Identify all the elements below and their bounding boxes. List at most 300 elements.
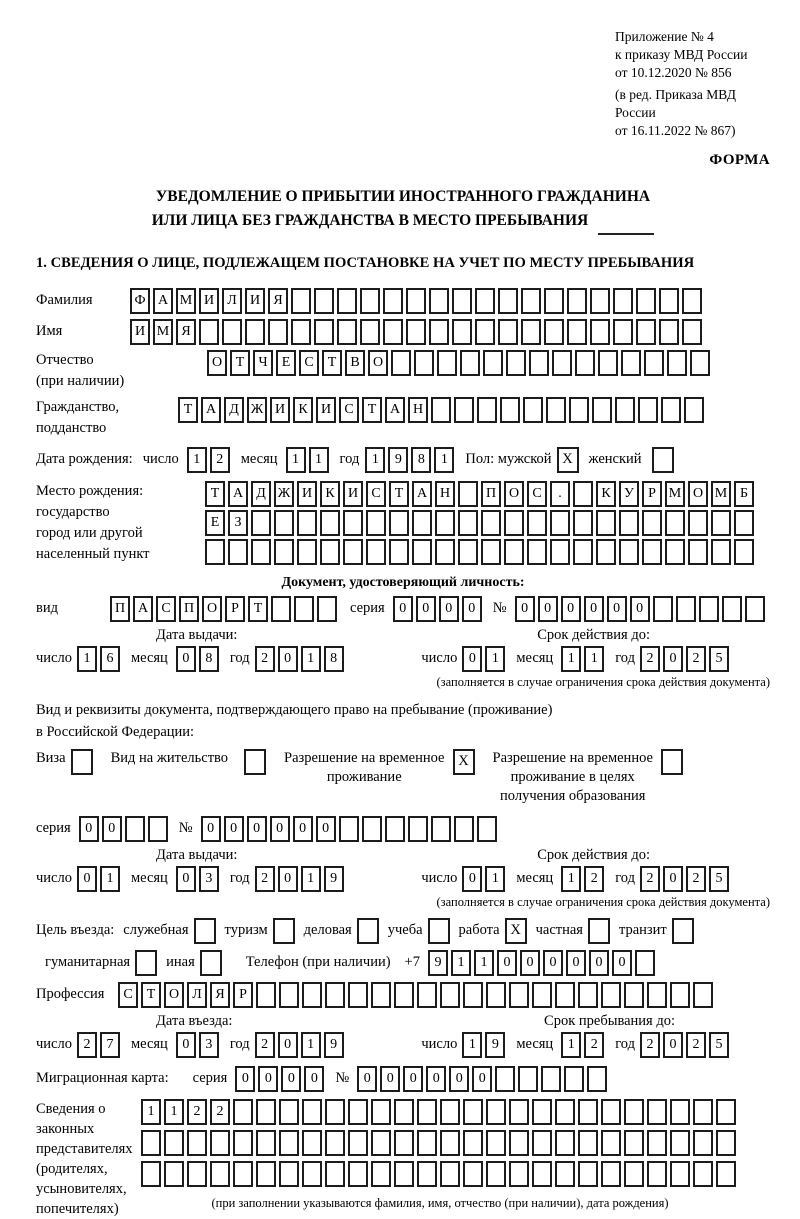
char-cell[interactable] [624, 982, 644, 1008]
char-cell[interactable]: 0 [497, 950, 517, 976]
char-cell[interactable] [320, 539, 340, 565]
char-cell[interactable]: О [164, 982, 184, 1008]
char-cell[interactable] [601, 982, 621, 1008]
char-cell[interactable] [573, 510, 593, 536]
humanitarian-checkbox[interactable] [135, 950, 157, 976]
char-cell[interactable]: 1 [561, 866, 581, 892]
char-cell[interactable]: 5 [709, 1032, 729, 1058]
char-cell[interactable] [274, 510, 294, 536]
char-cell[interactable]: 1 [474, 950, 494, 976]
char-cell[interactable] [414, 350, 434, 376]
char-cell[interactable] [460, 350, 480, 376]
char-cell[interactable] [596, 510, 616, 536]
char-cell[interactable] [527, 539, 547, 565]
char-cell[interactable]: 0 [176, 646, 196, 672]
char-cell[interactable]: Р [642, 481, 662, 507]
char-cell[interactable] [601, 1161, 621, 1187]
char-cell[interactable] [541, 1066, 561, 1092]
char-cell[interactable] [504, 510, 524, 536]
char-cell[interactable] [452, 319, 472, 345]
char-cell[interactable]: 2 [686, 866, 706, 892]
char-cell[interactable] [587, 1066, 607, 1092]
char-cell[interactable]: 2 [77, 1032, 97, 1058]
char-cell[interactable]: А [228, 481, 248, 507]
char-cell[interactable] [210, 1130, 230, 1156]
char-cell[interactable] [302, 1161, 322, 1187]
char-cell[interactable] [481, 539, 501, 565]
char-cell[interactable] [435, 539, 455, 565]
char-cell[interactable] [598, 350, 618, 376]
sex-female-checkbox[interactable] [652, 447, 674, 473]
char-cell[interactable] [498, 288, 518, 314]
char-cell[interactable] [408, 816, 428, 842]
business-checkbox[interactable] [357, 918, 379, 944]
char-cell[interactable]: А [201, 397, 221, 423]
char-cell[interactable]: И [343, 481, 363, 507]
temp-residence-checkbox[interactable]: X [453, 749, 475, 775]
char-cell[interactable] [486, 1130, 506, 1156]
char-cell[interactable] [682, 288, 702, 314]
char-cell[interactable] [509, 1099, 529, 1125]
char-cell[interactable]: 1 [584, 646, 604, 672]
char-cell[interactable] [667, 350, 687, 376]
char-cell[interactable]: 1 [485, 866, 505, 892]
char-cell[interactable]: И [199, 288, 219, 314]
char-cell[interactable]: О [688, 481, 708, 507]
char-cell[interactable] [256, 1130, 276, 1156]
char-cell[interactable] [337, 319, 357, 345]
char-cell[interactable] [164, 1130, 184, 1156]
char-cell[interactable]: 0 [543, 950, 563, 976]
char-cell[interactable]: О [207, 350, 227, 376]
char-cell[interactable] [325, 1099, 345, 1125]
char-cell[interactable]: С [118, 982, 138, 1008]
char-cell[interactable] [481, 510, 501, 536]
char-cell[interactable] [661, 397, 681, 423]
char-cell[interactable] [682, 319, 702, 345]
char-cell[interactable]: Е [276, 350, 296, 376]
char-cell[interactable]: 0 [403, 1066, 423, 1092]
char-cell[interactable]: 1 [301, 646, 321, 672]
char-cell[interactable] [406, 288, 426, 314]
char-cell[interactable] [412, 510, 432, 536]
char-cell[interactable] [274, 539, 294, 565]
char-cell[interactable] [688, 539, 708, 565]
char-cell[interactable]: 2 [210, 447, 230, 473]
char-cell[interactable] [337, 288, 357, 314]
char-cell[interactable]: А [385, 397, 405, 423]
char-cell[interactable] [670, 1130, 690, 1156]
char-cell[interactable]: 0 [589, 950, 609, 976]
char-cell[interactable] [722, 596, 742, 622]
char-cell[interactable] [148, 816, 168, 842]
char-cell[interactable]: М [711, 481, 731, 507]
char-cell[interactable] [325, 982, 345, 1008]
char-cell[interactable] [486, 982, 506, 1008]
char-cell[interactable]: Н [408, 397, 428, 423]
char-cell[interactable] [693, 1130, 713, 1156]
char-cell[interactable]: 2 [686, 1032, 706, 1058]
char-cell[interactable]: М [665, 481, 685, 507]
private-checkbox[interactable] [588, 918, 610, 944]
char-cell[interactable]: 1 [561, 646, 581, 672]
char-cell[interactable]: 0 [566, 950, 586, 976]
char-cell[interactable]: 9 [324, 1032, 344, 1058]
char-cell[interactable] [348, 1130, 368, 1156]
char-cell[interactable]: 9 [324, 866, 344, 892]
char-cell[interactable]: 0 [304, 1066, 324, 1092]
char-cell[interactable]: Е [205, 510, 225, 536]
char-cell[interactable] [371, 1161, 391, 1187]
study-checkbox[interactable] [428, 918, 450, 944]
char-cell[interactable] [483, 350, 503, 376]
char-cell[interactable] [297, 510, 317, 536]
char-cell[interactable] [564, 1066, 584, 1092]
char-cell[interactable] [711, 539, 731, 565]
char-cell[interactable] [141, 1130, 161, 1156]
char-cell[interactable] [463, 1161, 483, 1187]
char-cell[interactable]: 0 [278, 646, 298, 672]
char-cell[interactable] [417, 1099, 437, 1125]
char-cell[interactable]: 0 [462, 646, 482, 672]
char-cell[interactable] [636, 288, 656, 314]
char-cell[interactable]: 0 [77, 866, 97, 892]
char-cell[interactable] [302, 1099, 322, 1125]
char-cell[interactable] [527, 510, 547, 536]
char-cell[interactable]: О [504, 481, 524, 507]
char-cell[interactable]: Д [251, 481, 271, 507]
char-cell[interactable]: 0 [281, 1066, 301, 1092]
char-cell[interactable] [500, 397, 520, 423]
char-cell[interactable] [199, 319, 219, 345]
char-cell[interactable] [573, 539, 593, 565]
char-cell[interactable] [670, 1099, 690, 1125]
char-cell[interactable] [550, 510, 570, 536]
char-cell[interactable] [596, 539, 616, 565]
char-cell[interactable] [205, 539, 225, 565]
char-cell[interactable]: 2 [210, 1099, 230, 1125]
char-cell[interactable]: У [619, 481, 639, 507]
char-cell[interactable]: 0 [224, 816, 244, 842]
char-cell[interactable] [435, 510, 455, 536]
char-cell[interactable] [294, 596, 314, 622]
char-cell[interactable]: Т [322, 350, 342, 376]
char-cell[interactable] [458, 539, 478, 565]
char-cell[interactable]: 0 [584, 596, 604, 622]
char-cell[interactable]: 0 [426, 1066, 446, 1092]
char-cell[interactable]: 0 [439, 596, 459, 622]
char-cell[interactable]: 1 [462, 1032, 482, 1058]
char-cell[interactable] [555, 1099, 575, 1125]
char-cell[interactable]: К [320, 481, 340, 507]
char-cell[interactable]: 0 [79, 816, 99, 842]
char-cell[interactable]: 0 [176, 866, 196, 892]
char-cell[interactable] [302, 1130, 322, 1156]
char-cell[interactable]: 9 [428, 950, 448, 976]
char-cell[interactable] [647, 982, 667, 1008]
char-cell[interactable]: 0 [663, 1032, 683, 1058]
char-cell[interactable]: К [596, 481, 616, 507]
char-cell[interactable]: 6 [100, 646, 120, 672]
char-cell[interactable] [676, 596, 696, 622]
char-cell[interactable] [389, 539, 409, 565]
char-cell[interactable] [532, 1099, 552, 1125]
char-cell[interactable] [417, 1130, 437, 1156]
char-cell[interactable] [251, 510, 271, 536]
char-cell[interactable]: И [270, 397, 290, 423]
char-cell[interactable] [615, 397, 635, 423]
work-checkbox[interactable]: X [505, 918, 527, 944]
char-cell[interactable] [544, 288, 564, 314]
char-cell[interactable] [394, 1161, 414, 1187]
char-cell[interactable]: 1 [309, 447, 329, 473]
char-cell[interactable] [440, 982, 460, 1008]
char-cell[interactable] [233, 1130, 253, 1156]
char-cell[interactable] [745, 596, 765, 622]
char-cell[interactable] [371, 1130, 391, 1156]
char-cell[interactable]: 1 [434, 447, 454, 473]
char-cell[interactable]: Я [268, 288, 288, 314]
char-cell[interactable] [642, 539, 662, 565]
char-cell[interactable]: Т [389, 481, 409, 507]
char-cell[interactable]: Т [248, 596, 268, 622]
char-cell[interactable]: 8 [199, 646, 219, 672]
char-cell[interactable]: 1 [164, 1099, 184, 1125]
char-cell[interactable]: 1 [77, 646, 97, 672]
char-cell[interactable] [291, 319, 311, 345]
char-cell[interactable] [642, 510, 662, 536]
char-cell[interactable] [279, 1099, 299, 1125]
char-cell[interactable] [394, 982, 414, 1008]
char-cell[interactable]: 1 [187, 447, 207, 473]
char-cell[interactable] [555, 982, 575, 1008]
char-cell[interactable]: 0 [630, 596, 650, 622]
char-cell[interactable]: С [366, 481, 386, 507]
tourism-checkbox[interactable] [273, 918, 295, 944]
char-cell[interactable]: 2 [255, 866, 275, 892]
char-cell[interactable] [314, 319, 334, 345]
char-cell[interactable] [325, 1130, 345, 1156]
char-cell[interactable] [463, 1130, 483, 1156]
char-cell[interactable] [440, 1130, 460, 1156]
char-cell[interactable] [670, 982, 690, 1008]
char-cell[interactable] [601, 1130, 621, 1156]
char-cell[interactable] [291, 288, 311, 314]
char-cell[interactable]: С [299, 350, 319, 376]
char-cell[interactable]: 1 [561, 1032, 581, 1058]
char-cell[interactable]: З [228, 510, 248, 536]
char-cell[interactable] [366, 539, 386, 565]
visa-checkbox[interactable] [71, 749, 93, 775]
char-cell[interactable]: Л [187, 982, 207, 1008]
char-cell[interactable]: 1 [100, 866, 120, 892]
char-cell[interactable] [638, 397, 658, 423]
char-cell[interactable] [544, 319, 564, 345]
char-cell[interactable]: П [110, 596, 130, 622]
char-cell[interactable] [371, 982, 391, 1008]
char-cell[interactable] [360, 288, 380, 314]
char-cell[interactable] [601, 1099, 621, 1125]
char-cell[interactable]: 8 [411, 447, 431, 473]
char-cell[interactable]: К [293, 397, 313, 423]
char-cell[interactable] [279, 1130, 299, 1156]
transit-checkbox[interactable] [672, 918, 694, 944]
char-cell[interactable] [665, 510, 685, 536]
char-cell[interactable]: 0 [270, 816, 290, 842]
char-cell[interactable] [578, 982, 598, 1008]
official-checkbox[interactable] [194, 918, 216, 944]
char-cell[interactable] [575, 350, 595, 376]
char-cell[interactable]: 0 [235, 1066, 255, 1092]
char-cell[interactable] [555, 1161, 575, 1187]
other-checkbox[interactable] [200, 950, 222, 976]
char-cell[interactable]: 0 [472, 1066, 492, 1092]
char-cell[interactable] [590, 319, 610, 345]
char-cell[interactable] [555, 1130, 575, 1156]
char-cell[interactable] [532, 1161, 552, 1187]
char-cell[interactable] [394, 1099, 414, 1125]
char-cell[interactable] [619, 510, 639, 536]
char-cell[interactable] [613, 288, 633, 314]
char-cell[interactable]: 7 [100, 1032, 120, 1058]
char-cell[interactable]: 0 [538, 596, 558, 622]
char-cell[interactable] [509, 1130, 529, 1156]
char-cell[interactable] [348, 1161, 368, 1187]
char-cell[interactable]: 1 [485, 646, 505, 672]
char-cell[interactable] [348, 982, 368, 1008]
char-cell[interactable]: 1 [141, 1099, 161, 1125]
char-cell[interactable] [716, 1130, 736, 1156]
char-cell[interactable]: Р [233, 982, 253, 1008]
char-cell[interactable] [578, 1130, 598, 1156]
char-cell[interactable] [624, 1099, 644, 1125]
char-cell[interactable] [429, 288, 449, 314]
char-cell[interactable] [486, 1099, 506, 1125]
char-cell[interactable]: 2 [640, 1032, 660, 1058]
char-cell[interactable] [644, 350, 664, 376]
char-cell[interactable]: А [133, 596, 153, 622]
char-cell[interactable] [187, 1161, 207, 1187]
char-cell[interactable] [279, 1161, 299, 1187]
char-cell[interactable]: 1 [365, 447, 385, 473]
char-cell[interactable] [624, 1161, 644, 1187]
char-cell[interactable] [621, 350, 641, 376]
char-cell[interactable] [693, 1099, 713, 1125]
char-cell[interactable] [463, 982, 483, 1008]
char-cell[interactable]: Н [435, 481, 455, 507]
char-cell[interactable]: Т [362, 397, 382, 423]
char-cell[interactable]: 1 [286, 447, 306, 473]
char-cell[interactable] [504, 539, 524, 565]
char-cell[interactable] [693, 982, 713, 1008]
char-cell[interactable] [624, 1130, 644, 1156]
char-cell[interactable] [532, 982, 552, 1008]
char-cell[interactable]: 3 [199, 1032, 219, 1058]
char-cell[interactable] [271, 596, 291, 622]
char-cell[interactable]: И [297, 481, 317, 507]
char-cell[interactable]: 0 [357, 1066, 377, 1092]
char-cell[interactable] [245, 319, 265, 345]
char-cell[interactable] [431, 816, 451, 842]
char-cell[interactable] [412, 539, 432, 565]
char-cell[interactable] [268, 319, 288, 345]
char-cell[interactable] [498, 319, 518, 345]
char-cell[interactable]: И [316, 397, 336, 423]
char-cell[interactable] [325, 1161, 345, 1187]
char-cell[interactable] [670, 1161, 690, 1187]
char-cell[interactable]: Т [141, 982, 161, 1008]
char-cell[interactable] [302, 982, 322, 1008]
char-cell[interactable] [477, 816, 497, 842]
char-cell[interactable] [532, 1130, 552, 1156]
char-cell[interactable]: Ж [247, 397, 267, 423]
char-cell[interactable] [320, 510, 340, 536]
char-cell[interactable]: Л [222, 288, 242, 314]
char-cell[interactable]: О [368, 350, 388, 376]
char-cell[interactable]: 0 [247, 816, 267, 842]
char-cell[interactable]: Ф [130, 288, 150, 314]
char-cell[interactable]: 0 [102, 816, 122, 842]
temp-residence-education-checkbox[interactable] [661, 749, 683, 775]
char-cell[interactable] [690, 350, 710, 376]
char-cell[interactable] [475, 288, 495, 314]
char-cell[interactable]: 0 [607, 596, 627, 622]
char-cell[interactable] [256, 1099, 276, 1125]
char-cell[interactable] [552, 350, 572, 376]
char-cell[interactable] [125, 816, 145, 842]
char-cell[interactable]: 0 [201, 816, 221, 842]
char-cell[interactable] [529, 350, 549, 376]
char-cell[interactable]: М [153, 319, 173, 345]
char-cell[interactable] [475, 319, 495, 345]
char-cell[interactable]: 5 [709, 646, 729, 672]
char-cell[interactable] [256, 1161, 276, 1187]
char-cell[interactable] [210, 1161, 230, 1187]
char-cell[interactable] [431, 397, 451, 423]
char-cell[interactable]: Я [176, 319, 196, 345]
char-cell[interactable]: 0 [258, 1066, 278, 1092]
char-cell[interactable] [251, 539, 271, 565]
char-cell[interactable] [573, 481, 593, 507]
char-cell[interactable] [362, 816, 382, 842]
char-cell[interactable]: 2 [584, 866, 604, 892]
char-cell[interactable] [518, 1066, 538, 1092]
char-cell[interactable]: Ж [274, 481, 294, 507]
char-cell[interactable]: 0 [416, 596, 436, 622]
char-cell[interactable]: 9 [388, 447, 408, 473]
char-cell[interactable] [567, 319, 587, 345]
char-cell[interactable]: 0 [663, 646, 683, 672]
char-cell[interactable] [391, 350, 411, 376]
char-cell[interactable] [734, 510, 754, 536]
char-cell[interactable] [716, 1161, 736, 1187]
char-cell[interactable] [509, 982, 529, 1008]
char-cell[interactable] [684, 397, 704, 423]
char-cell[interactable] [317, 596, 337, 622]
char-cell[interactable]: П [179, 596, 199, 622]
char-cell[interactable]: 0 [663, 866, 683, 892]
char-cell[interactable] [486, 1161, 506, 1187]
char-cell[interactable] [437, 350, 457, 376]
char-cell[interactable] [371, 1099, 391, 1125]
char-cell[interactable] [458, 481, 478, 507]
char-cell[interactable] [734, 539, 754, 565]
char-cell[interactable]: 0 [393, 596, 413, 622]
char-cell[interactable] [495, 1066, 515, 1092]
char-cell[interactable] [279, 982, 299, 1008]
char-cell[interactable] [567, 288, 587, 314]
char-cell[interactable] [659, 288, 679, 314]
